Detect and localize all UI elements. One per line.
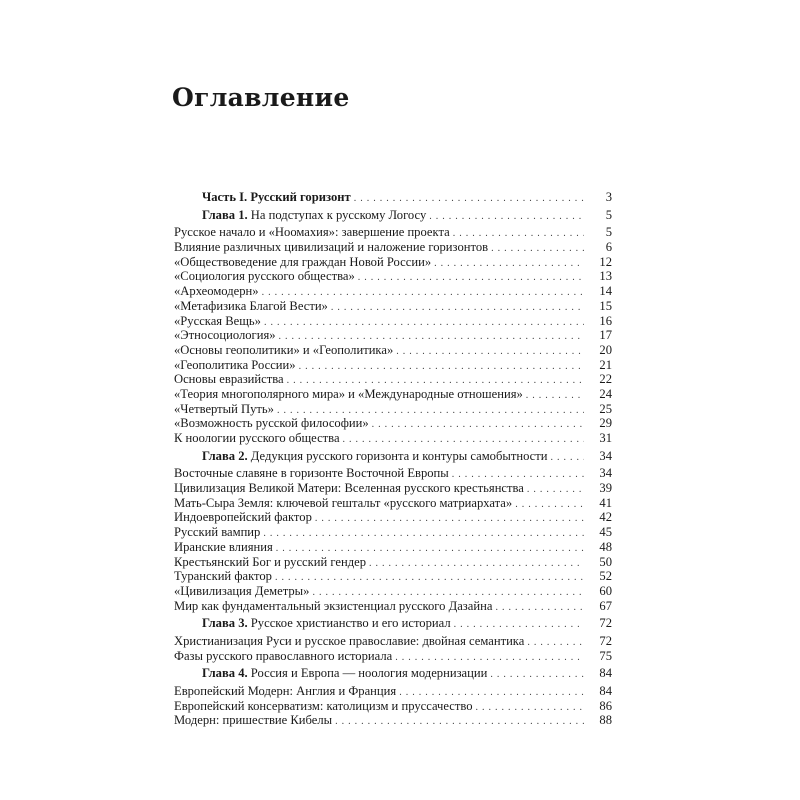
toc-entry[interactable] [174,496,612,511]
dot-leader [369,557,584,572]
toc-entry-title [174,616,451,631]
dot-leader [429,210,584,225]
dot-leader [527,483,584,498]
toc-entry[interactable] [174,599,612,614]
page-number: 13 [599,269,612,284]
toc-entry-text: Цивилизация Великой Матери: Вселенная русского крестьянства [174,481,524,496]
toc-entry-title [174,634,524,649]
page-number: 31 [599,431,612,445]
toc-entry-text: Мир как фундаментальный экзистенциал русского Дазайна [174,598,493,613]
dot-leader [263,527,584,542]
toc-heading-prefix: Глава 4. [202,666,248,681]
toc-entry-text: Влияние различных цивилизаций и наложение горизонтов [174,240,489,255]
toc-entry-title [174,713,332,728]
toc-entry-title [174,372,284,387]
toc-entry-text: «Возможность русской философии» [174,416,369,431]
dot-leader [491,242,584,257]
toc-entry[interactable] [174,372,612,387]
toc-entry-text: Дедукция русского горизонта и контуры самобытности [247,448,548,463]
toc-entry[interactable] [174,240,612,255]
page-number: 25 [599,401,612,416]
toc-entry[interactable] [174,402,612,417]
toc-entry-text: На подступах к русскому Логосу [247,207,427,222]
dot-leader [515,498,584,513]
toc-entry-title [174,314,261,329]
page-number: 45 [599,525,612,540]
toc-heading-prefix: Глава 2. [202,448,248,463]
toc-entry-text: Европейский Модерн: Англия и Франция [174,684,397,698]
toc-entry-title [174,584,309,599]
toc-entry-title [174,510,312,525]
toc-entry-title [174,387,523,402]
toc-entry-title [174,240,488,255]
toc-entry-text: Иранские влияния [174,539,273,554]
toc-entry[interactable] [174,569,612,584]
page-number: 72 [599,633,612,648]
toc-entry[interactable] [174,555,612,570]
page-number: 41 [599,495,612,510]
dot-leader [299,360,584,375]
dot-leader [527,636,584,651]
toc-heading-prefix: Глава 1. [202,207,248,222]
dot-leader [526,389,584,404]
toc-chapter-heading[interactable] [174,666,612,681]
toc-entry-text: Христианизация Руси и русское православие: двойная семантика [174,633,525,648]
page-number: 67 [599,598,612,613]
toc-entry-title [174,699,473,714]
dot-leader [335,715,584,730]
toc-entry-title [174,496,512,511]
toc-entry-text: «Обществоведение для граждан Новой России» [174,254,432,269]
toc-entry[interactable] [174,466,612,481]
toc-entry-title [174,416,369,431]
toc-entry[interactable] [174,481,612,496]
toc-entry[interactable] [174,387,612,402]
page-number: 48 [599,539,612,554]
toc-entry[interactable] [174,269,612,284]
page-number: 42 [599,510,612,525]
toc-entry-title [174,255,431,270]
page-number: 50 [599,554,612,569]
page-number: 5 [605,225,612,240]
toc-entry-text: Русское христианство и его историал [247,616,451,631]
dot-leader [551,451,584,466]
toc-entry-text: Туранский фактор [174,569,272,584]
toc-entry-title [174,649,392,664]
page-number: 84 [599,684,612,698]
toc-entry-title [174,269,355,284]
page-number: 52 [599,569,612,584]
dot-leader [264,316,584,331]
toc-entry[interactable] [174,634,612,649]
dot-leader [434,257,584,272]
page-number: 5 [605,207,612,222]
page-number: 3 [605,190,612,204]
toc-entry-text: Индоевропейский фактор [174,510,312,525]
toc-entry-text: «Цивилизация Деметры» [174,583,310,598]
dot-leader [454,618,584,633]
toc-entry[interactable] [174,314,612,329]
toc-entry-title [174,328,276,343]
toc-entry-text: Мать-Сыра Земля: ключевой гештальт «русского матриархата» [174,495,513,510]
dot-leader [343,433,584,448]
toc-entry-title [174,190,351,205]
toc-entry-title [174,555,366,570]
page-number: 14 [599,284,612,299]
dot-leader [354,192,584,207]
page-number: 39 [599,481,612,496]
toc-entry-title [174,208,426,223]
toc-entry-title [174,402,274,417]
toc-entry[interactable] [174,343,612,358]
page-number: 16 [599,313,612,328]
page-number: 88 [599,713,612,728]
dot-leader [275,571,584,586]
page-number: 6 [605,240,612,255]
dot-leader [476,701,584,716]
toc-entry-title [174,540,273,555]
dot-leader [358,271,584,286]
toc-entry-text: Крестьянский Бог и русский гендер [174,554,367,569]
toc-entry[interactable] [174,584,612,599]
toc-heading-prefix: Глава 3. [202,616,248,631]
toc-entry-text: Русский вампир [174,525,261,540]
page-number: 24 [599,386,612,401]
table-of-contents [174,190,612,728]
toc-entry[interactable] [174,299,612,314]
page-number: 17 [599,328,612,343]
page-number: 21 [599,357,612,372]
page-number: 75 [599,648,612,663]
toc-entry-text: «Русская Вещь» [174,313,261,328]
toc-entry-title [174,358,296,373]
toc-chapter-heading[interactable] [174,208,612,223]
toc-entry[interactable] [174,328,612,343]
toc-entry-text: Модерн: пришествие Кибелы [174,713,333,728]
dot-leader [315,512,584,527]
toc-entry[interactable] [174,358,612,373]
dot-leader [490,668,584,683]
page-number: 29 [599,416,612,431]
toc-chapter-heading[interactable] [174,449,612,464]
toc-entry-title [174,284,259,299]
toc-entry-title [174,525,260,540]
toc-part-heading[interactable] [174,190,612,205]
toc-entry[interactable] [174,713,612,728]
page-number: 22 [599,372,612,387]
toc-entry[interactable] [174,416,612,431]
page-number: 20 [599,342,612,357]
toc-entry-text: К ноологии русского общества [174,431,340,445]
toc-entry[interactable] [174,431,612,446]
page-number: 34 [599,448,612,463]
page-number: 15 [599,298,612,313]
page-number: 34 [599,466,612,481]
toc-entry-title [174,225,450,240]
dot-leader [331,301,584,316]
toc-entry-text: «Геополитика России» [174,357,296,372]
toc-entry-text: «Теория многополярного мира» и «Международные отношения» [174,386,523,401]
toc-entry-title [174,466,449,481]
toc-entry-text: Европейский консерватизм: католицизм и пруссачество [174,698,473,713]
toc-entry-text: Основы евразийства [174,372,284,387]
toc-entry-title [174,343,393,358]
page-number: 12 [599,254,612,269]
toc-entry-title [174,431,340,446]
toc-entry-text: «Основы геополитики» и «Геополитика» [174,342,394,357]
toc-entry-text: «Социология русского общества» [174,269,355,284]
toc-entry-text: Восточные славяне в горизонте Восточной Европы [174,466,449,481]
toc-entry[interactable] [174,525,612,540]
toc-entry-title [174,684,396,699]
toc-entry[interactable] [174,684,612,699]
toc-entry[interactable] [174,255,612,270]
toc-entry[interactable] [174,540,612,555]
toc-entry[interactable] [174,510,612,525]
toc-entry-title [174,449,548,464]
dot-leader [495,601,584,616]
page-title: Оглавление [172,82,350,112]
toc-entry[interactable] [174,649,612,664]
toc-entry[interactable] [174,225,612,240]
toc-entry-title [174,299,328,314]
toc-entry-text: Фазы русского православного историала [174,648,393,663]
toc-entry-text: Русское начало и «Ноомахия»: завершение проекта [174,225,450,240]
toc-chapter-heading[interactable] [174,616,612,631]
toc-entry[interactable] [174,284,612,299]
dot-leader [372,418,584,433]
page-number: 86 [599,698,612,713]
toc-entry-text: «Этносоциология» [174,328,276,343]
page-number: 72 [599,616,612,631]
toc-entry-text: «Метафизика Благой Вести» [174,298,328,313]
toc-entry-text: «Четвертый Путь» [174,401,274,416]
toc-entry-title [174,481,524,496]
toc-entry-title [174,569,272,584]
toc-entry-title [174,599,492,614]
toc-entry[interactable] [174,699,612,714]
toc-entry-title [174,666,487,681]
dot-leader [395,651,584,666]
toc-entry-text: «Археомодерн» [174,284,259,299]
dot-leader [396,345,584,360]
toc-entry-text: Россия и Европа — ноология модернизации [247,666,488,681]
page-number: 84 [599,666,612,681]
toc-heading-prefix: Часть I. Русский горизонт [202,190,351,204]
page-number: 60 [599,583,612,598]
